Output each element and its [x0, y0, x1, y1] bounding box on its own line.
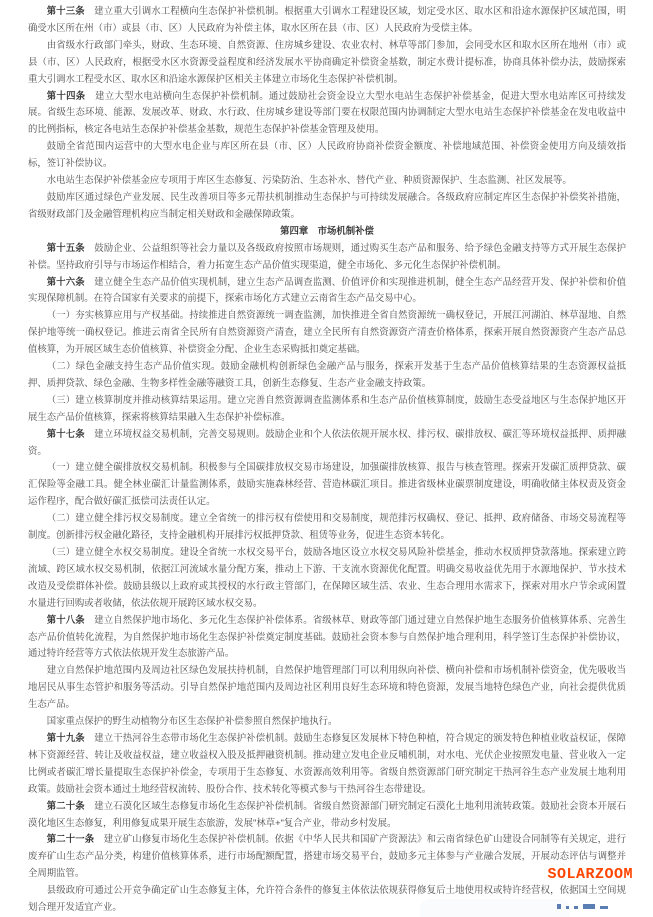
bottom-card-edge [420, 899, 570, 917]
article-paragraph: 第十九条 建立干热河谷生态带市场化生态保护补偿机制。鼓励生态修复区发展林下特色种植，符合规定的颁发特色种植业收益权证，保障林下资源经营、转让及收益权益，建立收益权入股及抵押融资机制。推动建立发电企业反哺机制，对水电、光伏企业按照发电量、营业收入一定比例或者碳汇增长量提取生态保护补偿金，专项用于生态修复、水资源高效利用等。省级自然资源部门研究制定干热河谷生态产业发展土地利用政策。鼓励社会资本通过土地经营权流转、股份合作、技术转化等模式参与干热河谷生态带建设。 [28, 731, 626, 794]
paragraph: 县级政府可通过公开竞争确定矿山生态修复主体，允许符合条件的修复主体依法依规获得修复后土地使用权或特许经营权，依据国土空间规划合理开发适宜产业。 [28, 884, 626, 913]
paragraph: 鼓励全省范围内运营中的大型水电企业与库区所在县（市、区）人民政府协商补偿资金额度、补偿地域范围、补偿资金使用方向及绩效指标，签订补偿协议。 [28, 140, 626, 169]
article-number: 第十五条 [46, 241, 85, 253]
article-number: 第十四条 [46, 89, 86, 101]
article-paragraph: 第十三条 建立重大引调水工程横向生态保护补偿机制。根据重大引调水工程建设区域，划定受水区、取水区和沿途水源保护区域范围，明确受水区所在州（市）或县（市、区）人民政府为补偿主体，取水区所在县（市、区）人民政府为受偿主体。 [28, 5, 626, 33]
article-paragraph: 第十六条 建立健全生态产品价值实现机制，建立生态产品调查监测、价值评价和实现推进机制，健全生态产品经营开发、保护补偿和价值实现保障机制。在符合国家有关要求的前提下，探索市场化方式建立云南省生态产品交易中心。 [28, 275, 626, 304]
article-number: 第二十条 [46, 799, 85, 811]
article-number: 第十七条 [46, 427, 85, 439]
article-number: 第十三条 [46, 5, 85, 16]
paragraph: （二）建立健全排污权交易制度。建立全省统一的排污权有偿使用和交易制度，规范排污权确权、登记、抵押、政府储备、市场交易流程等制度。创新排污权金融化路径，支持金融机构开展排污权抵押贷款、租赁等业务，促进生态资本转化。 [28, 512, 626, 541]
article-paragraph: 第二十条 建立石漠化区域生态修复市场化生态保护补偿机制。省级自然资源部门研究制定石漠化土地利用流转政策。鼓励社会资本开展石漠化地区生态修复，利用修复成果开展生态旅游，发展"林草+"复合产业，带动乡村发展。 [28, 799, 626, 828]
chapter-heading: 第四章 市场机制补偿 [280, 224, 374, 236]
article-paragraph: 第十五条 鼓励企业、公益组织等社会力量以及各级政府按照市场规则，通过购买生态产品和服务、给予绿色金融支持等方式开展生态保护补偿。坚持政府引导与市场运作相结合，着力拓宽生态产品价值实现渠道，健全市场化、多元化生态保护补偿机制。 [28, 241, 626, 270]
article-number: 第十八条 [46, 613, 85, 625]
paragraph: 水电站生态保护补偿基金应专项用于库区生态修复、污染防治、生态补水、替代产业、种质资源保护、生态监测、社区发展等。 [46, 174, 572, 186]
paragraph: （三）建立健全水权交易制度。建设全省统一水权交易平台，鼓励各地区设立水权交易风险补偿基金，推动水权质押贷款落地。探索建立跨流域、跨区域水权交易机制，依据江河流域水量分配方案，推动上下游、干支流水资源优化配置。明确交易收益优先用于水源地保护、节水技术改造及受偿群体补偿。鼓励县级以上政府或其授权的水行政主管部门，在保障区域生活、农业、生态合理用水需求下，探索对用水户节余或闲置水量进行回购或者收储，依法依规开展跨区域水权交易。 [28, 546, 626, 608]
article-paragraph: 第十七条 建立环境权益交易机制，完善交易规则。鼓励企业和个人依法依规开展水权、排污权、碳排放权、碳汇等环境权益抵押、质押融资。 [28, 427, 626, 456]
paragraph: 鼓励库区通过绿色产业发展、民生改善项目等多元帮扶机制推动生态保护与可持续发展融合。各级政府应制定库区生态保护补偿奖补措施，省级财政部门及金融管理机构应当制定相关财政和金融保障政策。 [28, 190, 626, 219]
article-number: 第十九条 [46, 731, 85, 743]
paragraph: 国家重点保护的野生动植物分布区生态保护补偿参照自然保护地执行。 [46, 715, 338, 727]
paragraph: （二）绿色金融支持生态产品价值实现。鼓励金融机构创新绿色金融产品与服务，探索开发基于生态产品价值核算结果的生态资源权益抵押、质押贷款、绿色金融、生物多样性金融等融资工具，创新生态修复、生态产业金融支持政策。 [28, 360, 626, 388]
paragraph: （三）建立核算制度并推动核算结果运用。建立完善自然资源调查监测体系和生态产品价值核算制度，鼓励生态受益地区与生态保护地区开展生态产品价值核算，探索将核算结果融入生态保护补偿标准。 [28, 393, 626, 422]
article-paragraph: 第二十一条 建立矿山修复市场化生态保护补偿机制。依据《中华人民共和国矿产资源法》和云南省绿色矿山建设合同制等有关规定，进行废弃矿山生态产品分类，构建价值核算体系，进行市场配额配置，搭建市场交易平台，鼓励多元主体参与产业融合发展，开展动态评估与调整并全周期监管。 [28, 833, 626, 879]
paragraph: 建立自然保护地范围内及周边社区绿色发展扶持机制，自然保护地管理部门可以利用纵向补偿、横向补偿和市场机制补偿资金，优先吸收当地居民从事生态管护和服务等活动。引导自然保护地范围内及周边社区利用良好生态环境和特色资源，发展当地特色绿色产业，向社会提供优质生态产品。 [28, 664, 626, 710]
clipped-blue-text-fragment [557, 904, 642, 909]
paragraph: 由省级水行政部门牵头，财政、生态环境、自然资源、住房城乡建设、农业农村、林草等部门参加，会同受水区和取水区所在地州（市）或县（市、区）人民政府，根据受水区水资源受益程度和经济发展水平协商确定补偿资金基数，制定水费计提标准，协商具体补偿办法，鼓励探索重大引调水工程受水区、取水区和沿途水源保护区相关主体建立市场化生态保护补偿机制。 [28, 38, 626, 84]
solarzoom-watermark: SOLARZOOM [547, 866, 633, 883]
article-number: 第二十一条 [46, 833, 95, 845]
paragraph: （一）夯实核算应用与产权基础。持续推进自然资源统一调查监测，加快推进全省自然资源统一确权登记，开展江河湖泊、林草湿地、自然保护地等统一确权登记。推进云南省全民所有自然资源资产清查，建立全民所有自然资源资产清查价格体系，探索开展自然资源资产生态产品总值核算，为开展区域生态价值核算、补偿资金分配、企业生态采购抵扣奠定基础。 [28, 309, 626, 355]
article-paragraph: 第十八条 建立自然保护地市场化、多元化生态保护补偿体系。省级林草、财政等部门通过建立自然保护地生态服务价值核算体系、完善生态产品价值转化流程，为自然保护地市场化生态保护补偿奠定制度基础。鼓励社会资本参与自然保护地合理利用，科学签订生态保护补偿协议，通过特许经营等方式依法依规开发生态旅游产品。 [28, 613, 626, 659]
article-number: 第十六条 [46, 275, 85, 287]
paragraph: （一）建立健全碳排放权交易机制。积极参与全国碳排放权交易市场建设，加强碳排放核算、报告与核查管理。探索开发碳汇质押贷款、碳汇保险等金融工具。健全林业碳汇计量监测体系，鼓励实施森林经营、营造林碳汇项目。推进省级林业碳票制度建设，明确收储主体权责及资金运作程序，配合做好碳汇抵偿司法责任认定。 [28, 461, 626, 507]
article-paragraph: 第十四条 建立大型水电站横向生态保护补偿机制。通过鼓励社会资金设立大型水电站生态保护补偿基金，促进大型水电站库区可持续发展。省级生态环境、能源、发展改革、财政、水行政、住房城乡建设等部门要在权限范围内协调制定大型水电站生态保护补偿基金在发电收益中的比例指标，核定各电站生态保护补偿基金基数，规范生态保护补偿基金管理及使用。 [28, 89, 626, 135]
